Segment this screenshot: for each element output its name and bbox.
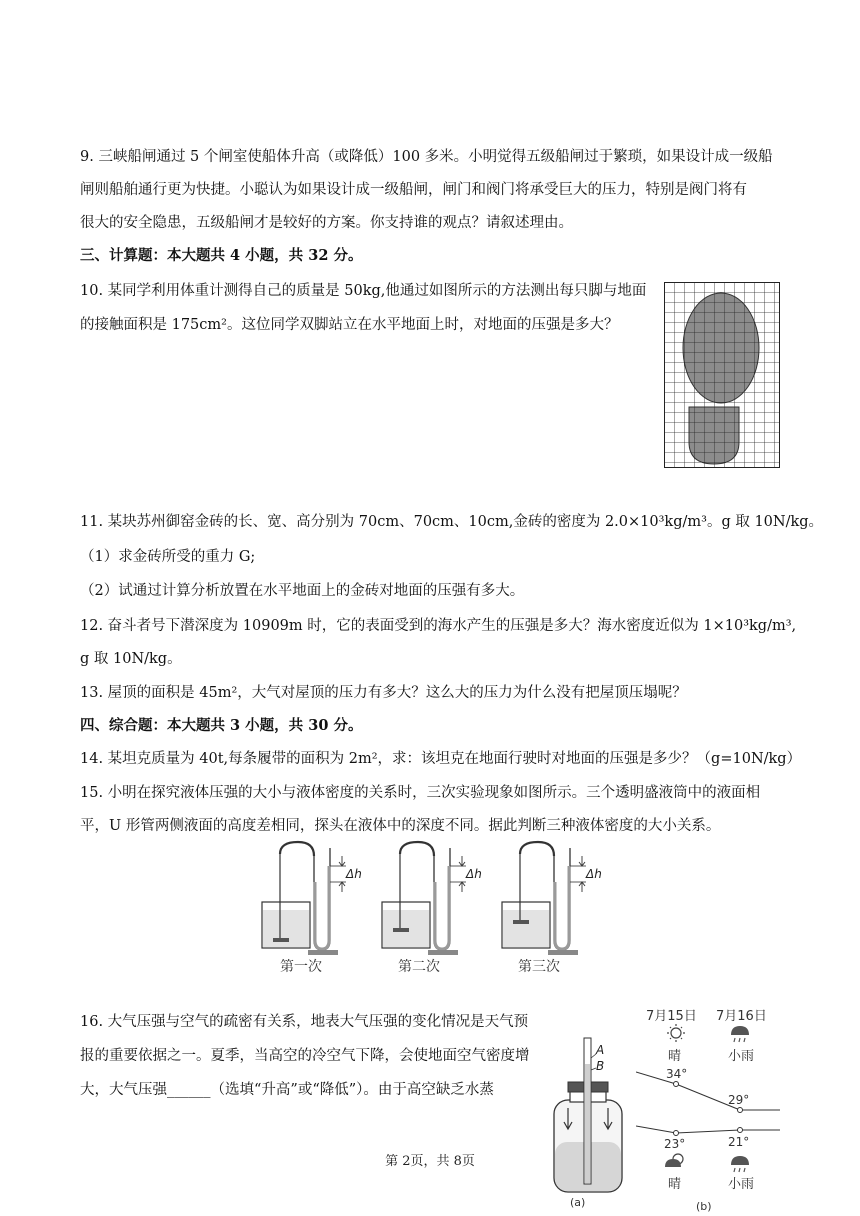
- figure-b-caption: (b): [696, 1200, 712, 1213]
- u-tube-liquid: [315, 866, 329, 949]
- u-tube-experiment-figure: [258, 840, 603, 975]
- bottle-apparatus-figure: [548, 1030, 634, 1216]
- u-tube-stand: [428, 950, 458, 955]
- sunny-icon: [667, 1024, 685, 1042]
- q16-line-2: 报的重要依据之一。夏季，当高空的冷空气下降，会使地面空气密度增: [80, 1048, 530, 1064]
- q10-line-2: 的接触面积是 175cm²。这位同学双脚站立在水平地面上时，对地面的压强是多大？: [80, 317, 619, 333]
- label-a: A: [596, 1043, 605, 1057]
- date-jul-15: 7月15日: [646, 1009, 697, 1024]
- high-temp-jul-15: 34°: [666, 1067, 688, 1081]
- experiment-3-diagram: [498, 840, 608, 960]
- section-3-heading: 三、计算题：本大题共 4 小题，共 32 分。: [80, 247, 363, 264]
- beaker-liquid: [503, 910, 549, 947]
- page-footer: 第 2页，共 8页: [385, 1154, 475, 1169]
- experiment-2-caption: 第二次: [398, 959, 440, 975]
- q13-text: 13. 屋顶的面积是 45m²，大气对屋顶的压力有多大？这么大的压力为什么没有把屋顶压塌呢？: [80, 685, 687, 701]
- q11-part-1: （1）求金砖所受的重力 G;: [80, 549, 256, 565]
- q11-part-2: （2）试通过计算分析放置在水平地面上的金砖对地面的压强有多大。: [80, 583, 525, 599]
- delta-h-label: Δh: [466, 867, 482, 881]
- rubber-hose: [400, 842, 434, 856]
- q12-line-2: g 取 10N/kg。: [80, 651, 182, 667]
- section-4-heading: 四、综合题：本大题共 3 小题，共 30 分。: [80, 717, 363, 734]
- date-jul-16: 7月16日: [716, 1009, 767, 1024]
- experiment-1-diagram: [258, 840, 368, 960]
- weather-forecast-figure: [636, 1000, 780, 1216]
- low-temp-jul-16: 21°: [728, 1135, 750, 1149]
- q10-line-1: 10. 某同学利用体重计测得自己的质量是 50kg,他通过如图所示的方法测出每只脚与地面: [80, 283, 647, 299]
- delta-h-label: Δh: [346, 867, 362, 881]
- label-b: B: [596, 1059, 605, 1073]
- experiment-2-diagram: [378, 840, 488, 960]
- delta-h-arrows: [459, 856, 465, 892]
- q9-line-2: 闸则船舶通行更为快捷。小聪认为如果设计成一级船闸，闸门和阀门将承受巨大的压力，特别是阀门将有: [80, 182, 747, 198]
- weather-rain-top: 小雨: [728, 1049, 755, 1064]
- q15-line-2: 平，U 形管两侧液面的高度差相同，探头在液体中的深度不同。据此判断三种液体密度的大小关系。: [80, 818, 721, 834]
- q11-line-1: 11. 某块苏州御窑金砖的长、宽、高分别为 70cm、70cm、10cm,金砖的密度为 2.0×10³kg/m³。g 取 10N/kg。: [80, 514, 824, 530]
- q12-line-1: 12. 奋斗者号下潜深度为 10909m 时，它的表面受到的海水产生的压强是多大？海水密度近似为 1×10³kg/m³,: [80, 618, 797, 634]
- low-temp-jul-15: 23°: [664, 1137, 686, 1151]
- probe-head: [393, 928, 409, 932]
- u-tube-liquid: [555, 866, 569, 949]
- q9-line-1: 9. 三峡船闸通过 5 个闸室使船体升高（或降低）100 多米。小明觉得五级船闸过于繁琐，如果设计成一级船: [80, 149, 773, 165]
- experiment-3-caption: 第三次: [518, 959, 560, 975]
- probe-head: [513, 920, 529, 924]
- footprint-grid-figure: [664, 282, 781, 469]
- q15-line-1: 15. 小明在探究液体压强的大小与液体密度的关系时，三次实验现象如图所示。三个透明盛液筒中的液面相: [80, 785, 761, 801]
- weather-sunny-top: 晴: [668, 1049, 682, 1064]
- rain-icon: [731, 1026, 749, 1042]
- delta-h-arrows: [339, 856, 345, 892]
- u-tube-stand: [308, 950, 338, 955]
- q14-text: 14. 某坦克质量为 40t,每条履带的面积为 2m²，求：该坦克在地面行驶时对地面的压强是多少？（g=10N/kg）: [80, 751, 802, 767]
- q16-line-1: 16. 大气压强与空气的疏密有关系，地表大气压强的变化情况是天气预: [80, 1014, 529, 1030]
- high-temp-jul-16: 29°: [728, 1093, 750, 1107]
- u-tube-stand: [548, 950, 578, 955]
- rubber-hose: [280, 842, 314, 856]
- experiment-1-caption: 第一次: [280, 959, 322, 975]
- weather-rain-bottom: 小雨: [728, 1177, 755, 1192]
- probe-head: [273, 938, 289, 942]
- delta-h-arrows: [579, 856, 585, 892]
- q16-line-3: 大，大气压强______（选填“升高”或“降低”）。由于高空缺乏水蒸: [80, 1082, 494, 1098]
- delta-h-label: Δh: [586, 867, 602, 881]
- figure-a-caption: (a): [570, 1196, 586, 1209]
- q9-line-3: 很大的安全隐患，五级船闸才是较好的方案。你支持谁的观点？请叙述理由。: [80, 215, 573, 231]
- rubber-hose: [520, 842, 554, 856]
- weather-sunny-bottom: 晴: [668, 1177, 682, 1192]
- u-tube-liquid: [435, 866, 449, 949]
